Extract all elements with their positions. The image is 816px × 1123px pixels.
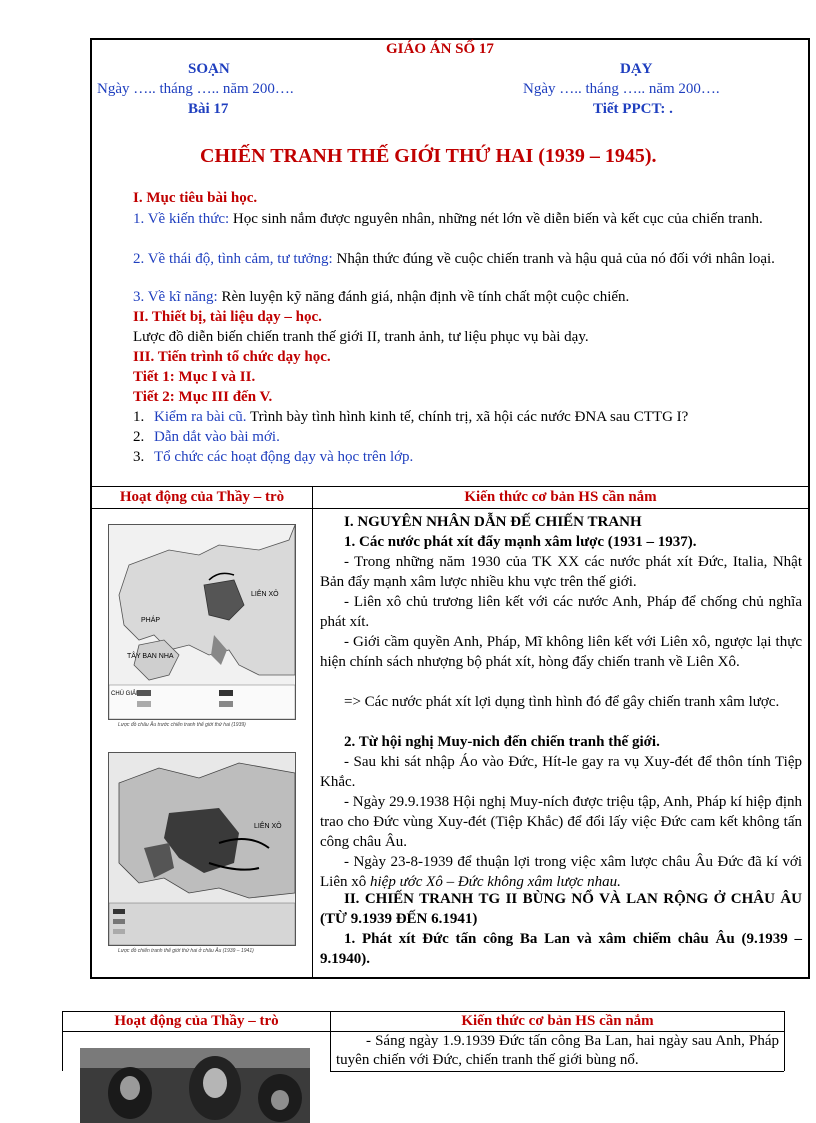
paragraph-2: - Liên xô chủ trương liên kết với các nước Anh, Pháp để chống chủ nghĩa phát xít. xyxy=(320,594,802,630)
lesson-plan-number: GIÁO ÁN SỐ 17 xyxy=(386,41,494,57)
paragraph-6: - Ngày 29.9.1938 Hội nghị Muy-ních được triệu tập, Anh, Pháp kí hiệp định trao cho Đức vùng Xuy-đét (Tiệp Khắc) để đổi lấy việc Đức cam kết không tấn công châu Âu. xyxy=(320,794,802,850)
step-1 xyxy=(133,409,688,426)
period-2: Tiết 2: Mục III đến V. xyxy=(133,389,273,405)
step-3-label: Tổ chức các hoạt động dạy và học trên lớp. xyxy=(154,449,414,465)
step-1-text: Trình bày tình hình kinh tế, chính trị, xã hội các nước ĐNA sau CTTG I? xyxy=(246,409,689,425)
paragraph-1: - Trong những năm 1930 của TK XX các nước phát xít Đức, Italia, Nhật Bản đẩy mạnh xâm lược nhiều khu vực trên thế giới. xyxy=(320,554,802,590)
subsection-2-heading: 2. Từ hội nghị Muy-nich đến chiến tranh thế giới. xyxy=(344,734,660,750)
process-heading: III. Tiến trình tổ chức dạy học. xyxy=(133,349,331,365)
attitude-objective xyxy=(97,249,803,269)
skill-objective xyxy=(133,289,629,306)
map1-caption: Lược đồ châu Âu trước chiến tranh thế giới thứ hai (1939) xyxy=(118,722,246,728)
page2-row-bottom xyxy=(330,1071,784,1072)
map2-label-lienxo: LIÊN XÔ xyxy=(254,823,282,830)
europe-map-1939 xyxy=(108,524,296,720)
europe-map-1941-drawing xyxy=(109,753,295,945)
paragraph-3: - Giới cầm quyền Anh, Pháp, Mĩ không liên kết với Liên xô, ngược lại thực hiện chính sách nhượng bộ phát xít, hòng đẩy chiến tranh về Liên Xô. xyxy=(320,634,802,670)
step-2-label: Dẫn dắt vào bài mới. xyxy=(154,429,280,445)
map2-caption: Lược đồ chiến tranh thế giới thứ hai ở châu Âu (1939 – 1941) xyxy=(118,948,254,954)
paragraph-7 xyxy=(320,852,802,892)
paragraph-5: - Sau khi sát nhập Áo vào Đức, Hít-le gay ra vụ Xuy-đét để thôn tính Tiệp Khắc. xyxy=(320,754,802,790)
table-top-border xyxy=(90,486,810,487)
step-1-number: 1. xyxy=(133,409,145,425)
paragraph-8: - Sáng ngày 1.9.1939 Đức tấn công Ba Lan, hai ngày sau Anh, Pháp tuyên chiến với Đức, chiến tranh thế giới bùng nổ. xyxy=(336,1033,779,1068)
page2-col-header-knowledge: Kiến thức cơ bản HS cần nắm xyxy=(461,1013,654,1029)
page2-table-top xyxy=(62,1011,784,1012)
step-1-label: Kiểm ra bài cũ. xyxy=(154,409,247,425)
historical-photo-drawing xyxy=(80,1048,310,1123)
map1-label-phap: PHÁP xyxy=(141,617,161,624)
page2-right-border xyxy=(784,1011,785,1071)
period-1: Tiết 1: Mục I và II. xyxy=(133,369,256,385)
section-2-heading: II. CHIẾN TRANH TG II BÙNG NỔ VÀ LAN RỘNG Ở CHÂU ÂU (TỪ 9.1939 ĐẾN 6.1941) xyxy=(320,891,802,927)
step-2-number: 2. xyxy=(133,429,145,445)
equipment-heading: II. Thiết bị, tài liệu dạy – học. xyxy=(133,309,322,325)
map1-label-lienxo: LIÊN XÔ xyxy=(251,591,279,598)
day-date: Ngày ….. tháng ….. năm 200…. xyxy=(523,81,720,97)
day-label: DẠY xyxy=(620,61,653,77)
step-3 xyxy=(133,449,413,466)
attitude-label: 2. Về thái độ, tình cảm, tư tưởng: xyxy=(133,251,333,267)
soan-label: SOẠN xyxy=(188,61,230,77)
map1-label-taybannha: TÂY BAN NHA xyxy=(127,653,174,660)
europe-map-1939-drawing xyxy=(109,525,295,719)
knowledge-objective xyxy=(97,209,803,229)
knowledge-text: Học sinh nắm được nguyên nhân, những nét lớn về diễn biến và kết cục của chiến tranh. xyxy=(229,211,763,227)
period-number: Tiết PPCT: . xyxy=(593,101,673,117)
historical-photo xyxy=(80,1048,310,1123)
paragraph-7-italic: hiệp ước Xô – Đức không xâm lược nhau. xyxy=(370,874,621,890)
page-title: CHIẾN TRANH THẾ GIỚI THỨ HAI (1939 – 1945). xyxy=(200,145,657,167)
table-header-border xyxy=(90,508,810,509)
soan-date: Ngày ….. tháng ….. năm 200…. xyxy=(97,81,294,97)
page2-col-header-teacher: Hoạt động của Thầy – trò xyxy=(114,1013,279,1029)
paragraph-7-text: - Ngày 23-8-1939 để thuận lợi trong việc xâm lược châu Âu Đức đã kí với Liên xô xyxy=(320,854,802,890)
subsection-3-heading: 1. Phát xít Đức tấn công Ba Lan và xâm chiếm châu Âu (9.1939 – 9.1940). xyxy=(320,931,802,967)
attitude-text: Nhận thức đúng về cuộc chiến tranh và hậu quả của nó đối với nhân loại. xyxy=(332,251,775,267)
skill-label: 3. Về kĩ năng: xyxy=(133,289,218,305)
col-header-knowledge: Kiến thức cơ bản HS cần nắm xyxy=(464,489,657,505)
table-divider xyxy=(312,486,313,979)
knowledge-label: 1. Về kiến thức: xyxy=(133,211,230,227)
lesson-number: Bài 17 xyxy=(188,101,229,117)
paragraph-4: => Các nước phát xít lợi dụng tình hình đó để gây chiến tranh xâm lược. xyxy=(344,694,780,710)
step-2 xyxy=(133,429,280,446)
col-header-teacher: Hoạt động của Thầy – trò xyxy=(119,489,285,505)
skill-text: Rèn luyện kỹ năng đánh giá, nhận định về tính chất một cuộc chiến. xyxy=(217,289,630,305)
objectives-heading: I. Mục tiêu bài học. xyxy=(133,190,258,206)
europe-map-1941 xyxy=(108,752,296,946)
map1-label-legend: CHÚ GIẢI xyxy=(111,691,138,697)
subsection-1-heading: 1. Các nước phát xít đẩy mạnh xâm lược (1931 – 1937). xyxy=(344,534,697,550)
equipment-text: Lược đồ diễn biến chiến tranh thế giới II, tranh ảnh, tư liệu phục vụ bài dạy. xyxy=(133,329,589,345)
section-1-heading: I. NGUYÊN NHÂN DẪN ĐẾ CHIẾN TRANH xyxy=(344,514,642,530)
step-3-number: 3. xyxy=(133,449,145,465)
